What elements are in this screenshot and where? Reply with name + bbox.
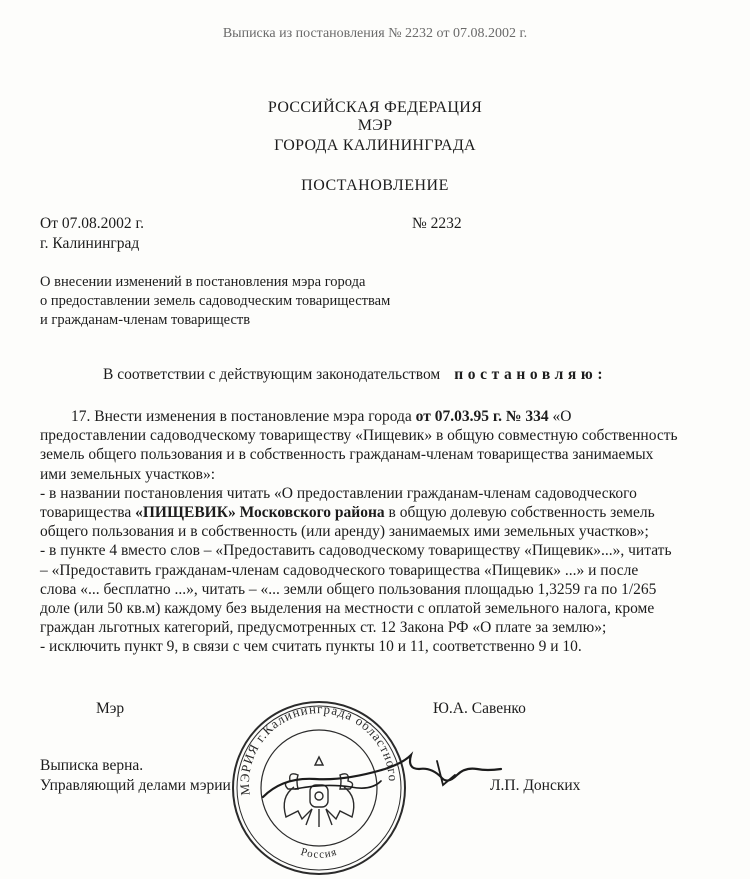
document-subject bbox=[40, 273, 420, 330]
body-text: общего пользования и в собственность (или аренду) занимаемых ими земельных участков»; bbox=[40, 523, 649, 541]
body-text: - исключить пункт 9, в связи с чем считать пункты 10 и 11, соответственно 9 и 10. bbox=[40, 638, 582, 656]
extract-verified-note: Выписка верна. bbox=[40, 757, 144, 774]
subject-line: О внесении изменений в постановления мэра города bbox=[40, 274, 366, 290]
body-text: - в пункте 4 вместо слов – «Предоставить садоводческому товариществу «Пищевик»...», читать bbox=[40, 542, 672, 560]
body-line bbox=[40, 580, 714, 599]
body-line bbox=[40, 541, 714, 560]
body-text: - в названии постановления читать «О предоставлении гражданам-членам садоводческого bbox=[40, 484, 637, 502]
header-office: МЭР bbox=[357, 117, 393, 134]
body-line bbox=[40, 407, 714, 426]
mayor-role: Мэр bbox=[96, 700, 125, 717]
extract-header: Выписка из постановления № 2232 от 07.08.2002 г. bbox=[222, 26, 528, 41]
subject-line: и гражданам-членам товариществ bbox=[40, 312, 251, 328]
body-line bbox=[40, 618, 714, 637]
body-text: слова «... бесплатно ...», читать – «... земли общего пользования площадью 1,3259 га по 1/265 bbox=[40, 580, 657, 598]
preamble-resolve: постановляю: bbox=[454, 366, 608, 383]
body-line bbox=[40, 637, 714, 656]
preamble-text: В соответствии с действующим законодательством bbox=[103, 366, 441, 383]
document-city: г. Калининград bbox=[40, 235, 140, 252]
body-line bbox=[40, 522, 714, 541]
body-text: товарищества bbox=[40, 504, 136, 522]
body-text: земель общего пользования и в собственность гражданам-членам товарищества занимаемых bbox=[40, 446, 654, 464]
document-body bbox=[40, 407, 714, 657]
mayor-name: Ю.А. Савенко bbox=[433, 700, 526, 717]
body-text: ими земельных участков»: bbox=[40, 465, 216, 483]
body-line bbox=[40, 561, 714, 580]
document-date: От 07.08.2002 г. bbox=[40, 215, 144, 232]
svg-text:Россия bbox=[299, 846, 338, 861]
seal-ring-text: МЭРИЯ г.Калининграда областного bbox=[236, 701, 402, 797]
body-text: в общую долевую собственность земель bbox=[384, 504, 655, 522]
body-text: граждан льготных категорий, предусмотренных ст. 12 Закона РФ «О плате за землю»; bbox=[40, 619, 607, 637]
document-type-title: ПОСТАНОВЛЕНИЕ bbox=[301, 177, 449, 194]
body-line bbox=[40, 426, 714, 445]
body-line bbox=[40, 445, 714, 464]
body-text: предоставлении садоводческому товариществу «Пищевик» в общую совместную собственность bbox=[40, 427, 678, 445]
body-bold: от 07.03.95 г. № 334 bbox=[415, 408, 549, 425]
header-country: РОССИЙСКАЯ ФЕДЕРАЦИЯ bbox=[267, 99, 483, 116]
manager-role: Управляющий делами мэрии bbox=[40, 777, 231, 794]
body-bold: «ПИЩЕВИК» Московского района bbox=[135, 504, 385, 522]
seal-bottom-text: Россия bbox=[299, 845, 339, 861]
handwritten-signature-icon bbox=[255, 745, 515, 815]
subject-line: о предоставлении земель садоводческим товариществам bbox=[40, 293, 391, 309]
body-line bbox=[40, 503, 714, 522]
preamble bbox=[103, 366, 607, 384]
body-text: доле (или 50 кв.м) каждому без выделения на местности с оплатой земельного налога, кроме bbox=[40, 600, 655, 618]
document-number: № 2232 bbox=[412, 215, 462, 232]
body-text: «О bbox=[552, 408, 572, 425]
body-line bbox=[40, 599, 714, 618]
manager-name: Л.П. Донских bbox=[490, 777, 581, 794]
body-text: – «Предоставить гражданам-членам садоводческого товарищества «Пищевик» ...» и после bbox=[40, 561, 639, 579]
header-city: ГОРОДА КАЛИНИНГРАДА bbox=[274, 137, 476, 154]
body-line bbox=[40, 465, 714, 484]
body-text: 17. Внести изменения в постановление мэра города bbox=[40, 408, 412, 425]
body-line bbox=[40, 484, 714, 503]
